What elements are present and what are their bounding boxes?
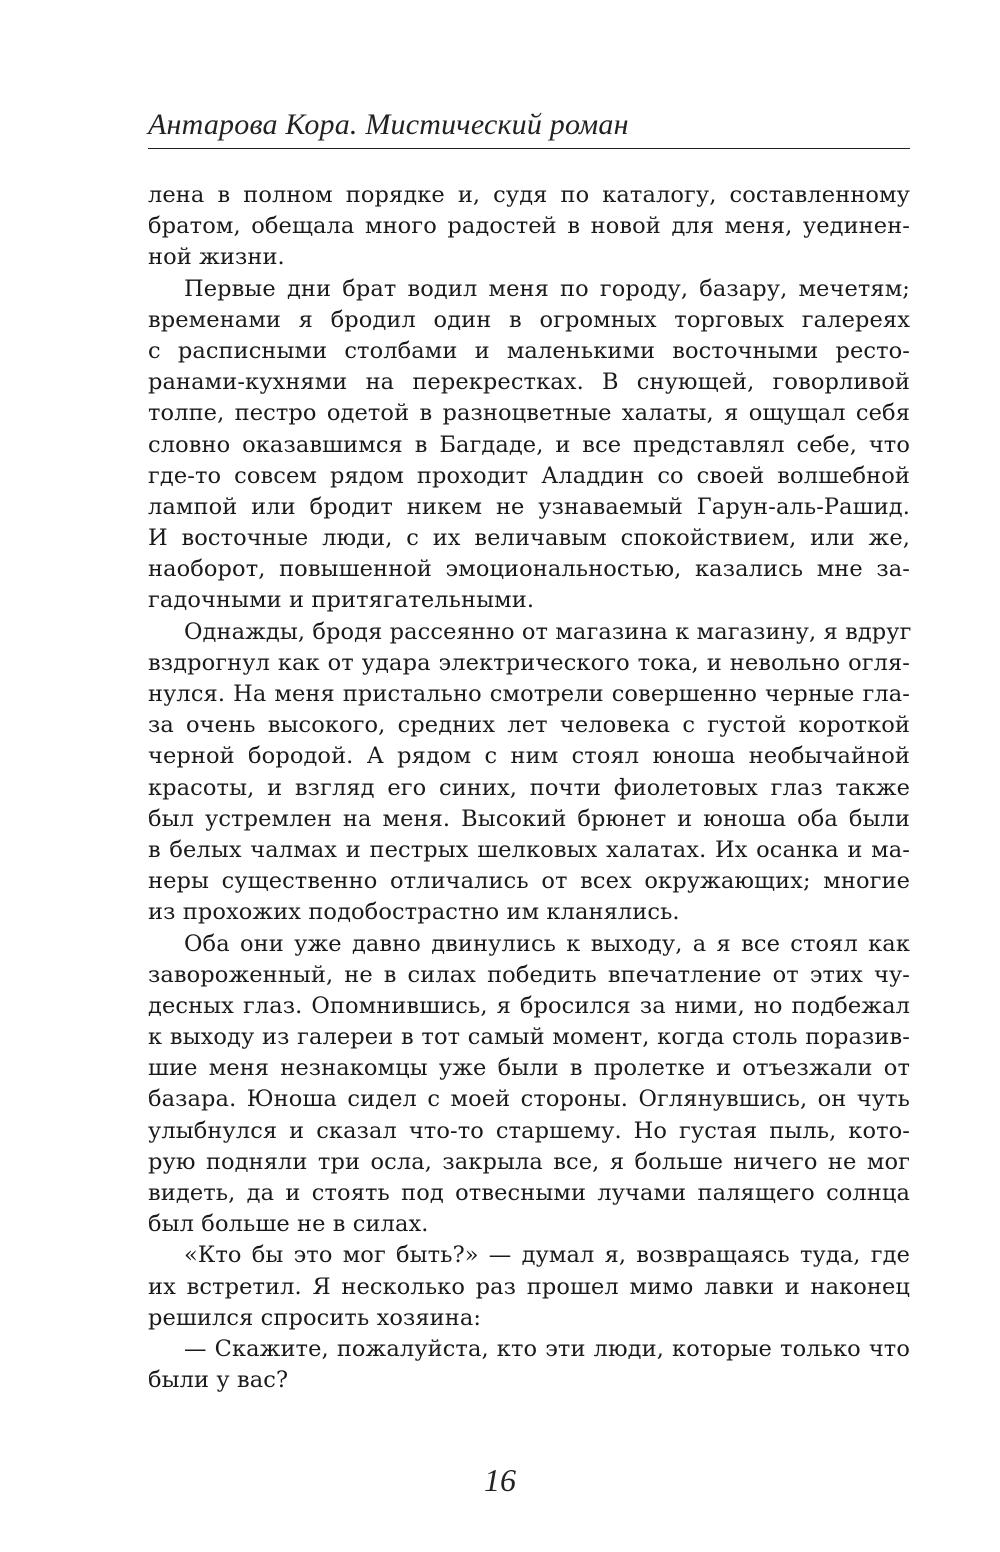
text-line: был больше не в силах. bbox=[148, 1211, 429, 1238]
text-line: где-то совсем рядом проходит Аладдин со своей волшебной bbox=[148, 462, 910, 489]
text-line: временами я бродил один в огромных торговых галереях bbox=[148, 306, 910, 333]
text-line: завороженный, не в силах победить впечатление от этих чу- bbox=[148, 961, 910, 988]
text-line: — Скажите, пожалуйста, кто эти люди, которые только что bbox=[184, 1335, 910, 1362]
text-line: нулся. На меня пристально смотрели совершенно черные гла- bbox=[148, 681, 910, 707]
text-line: рую подняли три осла, закрыла все, я больше ничего не мог bbox=[148, 1148, 910, 1175]
text-line: ранами-кухнями на перекрестках. В снующей, говорливой bbox=[148, 369, 910, 396]
text-line: Однажды, бродя рассеянно от магазина к магазину, я вдруг bbox=[184, 618, 912, 645]
text-line: из прохожих подобострастно им кланялись. bbox=[148, 899, 680, 926]
text-line: толпе, пестро одетой в разноцветные халаты, я ощущал себя bbox=[148, 400, 910, 427]
text-line: лена в полном порядке и, судя по каталогу, составленному bbox=[148, 182, 910, 208]
text-line: черной бородой. А рядом с ним стоял юноша необычайной bbox=[148, 743, 910, 770]
text-line: И восточные люди, с их величавым спокойствием, или же, bbox=[148, 525, 910, 552]
text-line: гадочными и притягательными. bbox=[148, 587, 535, 614]
text-line: был устремлен на меня. Высокий брюнет и юноша оба были bbox=[148, 805, 910, 832]
running-title: Антарова Кора. Мистический роман bbox=[148, 108, 629, 141]
text-line: лампой или бродит никем не узнаваемый Гарун-аль-Рашид. bbox=[148, 493, 910, 520]
text-line: наоборот, повышенной эмоциональностью, казались мне за- bbox=[148, 556, 910, 583]
text-line: Оба они уже давно двинулись к выходу, а я все стоял как bbox=[184, 930, 910, 957]
text-line: улыбнулся и сказал что-то старшему. Но густая пыль, кото- bbox=[148, 1117, 910, 1144]
page-number: 16 bbox=[484, 1462, 516, 1498]
text-line: с расписными столбами и маленькими восточными ресто- bbox=[148, 337, 910, 364]
text-line: красоты, и взгляд его синих, почти фиолетовых глаз также bbox=[148, 774, 910, 801]
text-line: их встретил. Я несколько раз прошел мимо лавки и наконец bbox=[148, 1273, 910, 1300]
text-line: Первые дни брат водил меня по городу, базару, мечетям; bbox=[184, 275, 910, 302]
text-line: неры существенно отличались от всех окружающих; многие bbox=[148, 868, 910, 895]
text-line: к выходу из галереи в тот самый момент, когда столь поразив- bbox=[148, 1024, 910, 1051]
text-line: за очень высокого, средних лет человека с густой короткой bbox=[148, 712, 910, 739]
text-line: десных глаз. Опомнившись, я бросился за ними, но подбежал bbox=[148, 992, 910, 1019]
running-header bbox=[148, 104, 910, 149]
text-line: в белых чалмах и пестрых шелковых халатах. Их осанка и ма- bbox=[148, 836, 910, 863]
text-line: ной жизни. bbox=[148, 244, 285, 271]
text-line: решился спросить хозяина: bbox=[148, 1304, 482, 1331]
text-line: вздрогнул как от удара электрического тока, и невольно огля- bbox=[148, 649, 910, 676]
text-line: братом, обещала много радостей в новой для меня, уединен- bbox=[148, 213, 910, 240]
text-line: видеть, да и стоять под отвесными лучами палящего солнца bbox=[148, 1180, 910, 1206]
text-line: были у вас? bbox=[148, 1367, 289, 1394]
text-line: шие меня незнакомцы уже были в пролетке и отъезжали от bbox=[148, 1055, 910, 1082]
text-line: базара. Юноша сидел с моей стороны. Оглянувшись, он чуть bbox=[148, 1086, 910, 1113]
text-line: «Кто бы это мог быть?» — думал я, возвращаясь туда, где bbox=[184, 1242, 910, 1269]
text-line: словно оказавшимся в Багдаде, и все представлял себе, что bbox=[148, 431, 910, 458]
body-text bbox=[148, 180, 910, 1396]
